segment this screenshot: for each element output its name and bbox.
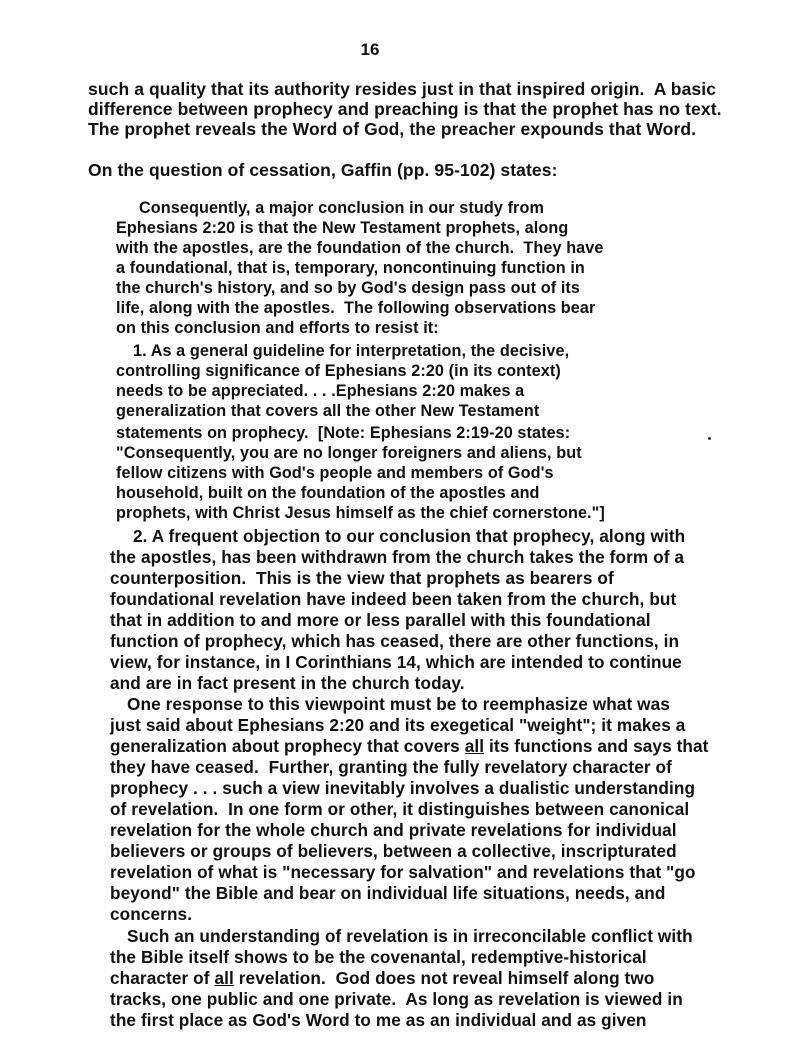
text-line: just said about Ephesians 2:20 and its exegetical "weight"; it makes a [110,715,686,735]
text-line: fellow citizens with God's people and members of God's [116,464,554,482]
text-line: the church's history, and so by God's design pass out of its [116,279,581,297]
text-line [110,736,709,757]
text-line: revelation for the whole church and private revelations for individual [110,820,677,840]
text-line: Such an understanding of revelation is in irreconcilable conflict with [127,926,693,946]
text-line: believers or groups of believers, between a collective, inscripturated [110,841,677,861]
text-segment: revelation. God does not reveal himself along two [233,968,655,988]
text-segment: generalization about prophecy that covers [110,736,465,756]
text-line: that in addition to and more or less parallel with this foundational [110,610,651,630]
text-line: revelation of what is "necessary for salvation" and revelations that "go [110,862,696,882]
text-line: such a quality that its authority resides just in that inspired origin. A basic [88,79,717,99]
text-line: they have ceased. Further, granting the fully revelatory character of [110,757,672,777]
text-line: of revelation. In one form or other, it distinguishes between canonical [110,799,690,819]
text-line: beyond" the Bible and bear on individual life situations, needs, and [110,883,666,903]
text-line: tracks, one public and one private. As long as revelation is viewed in [110,989,683,1009]
text-line: "Consequently, you are no longer foreigners and aliens, but [116,444,582,462]
text-line: needs to be appreciated. . . .Ephesians 2:20 makes a [116,382,525,400]
text-line: 2. A frequent objection to our conclusion that prophecy, along with [133,526,686,546]
scan-speck [708,437,711,440]
text-line: generalization that covers all the other New Testament [116,402,540,420]
underlined-word: all [464,736,485,756]
text-line: Ephesians 2:20 is that the New Testament prophets, along [116,219,569,237]
text-segment: character of [110,968,215,988]
text-line: the first place as God's Word to me as an individual and as given [110,1010,647,1030]
text-line: function of prophecy, which has ceased, there are other functions, in [110,631,680,651]
text-line: controlling significance of Ephesians 2:20 (in its context) [116,362,561,380]
text-line: foundational revelation have indeed been taken from the church, but [110,589,677,609]
text-line: counterposition. This is the view that prophets as bearers of [110,568,614,588]
text-line: Consequently, a major conclusion in our study from [139,199,544,217]
text-line: concerns. [110,904,193,924]
text-line: a foundational, that is, temporary, noncontinuing function in [116,259,585,277]
page-number: 16 [360,40,380,59]
text-line: view, for instance, in I Corinthians 14, which are intended to continue [110,652,682,672]
text-line: prophecy . . . such a view inevitably involves a dualistic understanding [110,778,696,798]
lead-in-paragraph: On the question of cessation, Gaffin (pp. 95-102) states: [88,160,558,180]
text-line: 1. As a general guideline for interpretation, the decisive, [133,342,570,360]
text-line: the apostles, has been withdrawn from the church takes the form of a [110,547,685,567]
text-line [110,968,654,989]
text-line: prophets, with Christ Jesus himself as the chief cornerstone."] [116,504,605,522]
text-line: difference between prophecy and preaching is that the prophet has no text. [88,99,722,119]
text-line: household, built on the foundation of the apostles and [116,484,540,502]
text-line: and are in fact present in the church today. [110,673,465,693]
text-line: statements on prophecy. [Note: Ephesians 2:19-20 states: [116,424,571,442]
text-line: One response to this viewpoint must be to reemphasize what was [127,694,670,714]
text-line: on this conclusion and efforts to resist it: [116,319,439,337]
text-line: the Bible itself shows to be the covenantal, redemptive-historical [110,947,647,967]
text-line: life, along with the apostles. The following observations bear [116,299,596,317]
text-segment: its functions and says that [484,736,709,756]
text-line: with the apostles, are the foundation of the church. They have [116,239,604,257]
text-line: The prophet reveals the Word of God, the preacher expounds that Word. [88,119,697,139]
underlined-word: all [214,968,234,988]
